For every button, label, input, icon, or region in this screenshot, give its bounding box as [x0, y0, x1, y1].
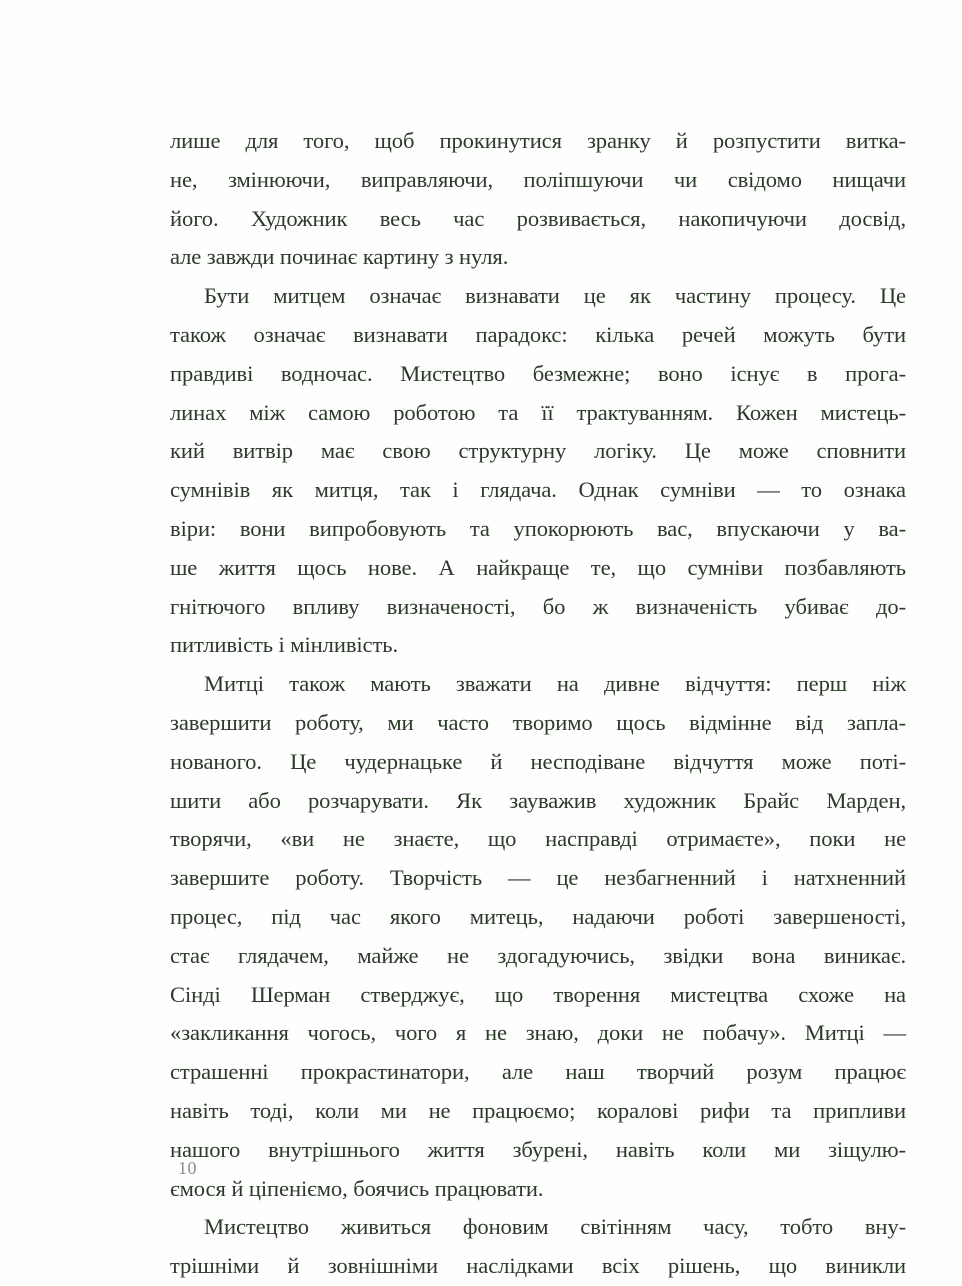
text-line: гнітючого впливу визначеності, бо ж визначеність убиває до-	[170, 593, 906, 619]
text-line: «закликання чогось, чого я не знаю, доки не побачу». Митці —	[170, 1020, 906, 1046]
text-line: трішніми й зовнішніми наслідками всіх рішень, що виникли	[170, 1253, 906, 1279]
text-line: не, змінюючи, виправляючи, поліпшуючи чи свідомо нищачи	[170, 166, 906, 192]
text-line: Сінді Шерман стверджує, що творення мистецтва схоже на	[170, 981, 906, 1007]
text-line: його. Художник весь час розвивається, накопичуючи досвід,	[170, 205, 906, 231]
text-line: ше життя щось нове. А найкраще те, що сумніви позбавляють	[170, 554, 906, 580]
text-line: ємося й ціпеніємо, боячись працювати.	[170, 1175, 544, 1201]
text-line: сумнівів як митця, так і глядача. Однак сумніви — то ознака	[170, 477, 906, 503]
text-line: линах між самою роботою та її трактуванням. Кожен мистець-	[170, 399, 906, 425]
text-line: творячи, «ви не знаєте, що насправді отримаєте», поки не	[170, 826, 906, 852]
text-line: лише для того, щоб прокинутися зранку й розпустити витка-	[170, 128, 906, 153]
text-line: завершити роботу, ми часто творимо щось відмінне від запла-	[170, 709, 906, 735]
text-line: нашого внутрішнього життя збурені, навіть коли ми зіщулю-	[170, 1136, 906, 1162]
body-text	[170, 122, 906, 1286]
text-line: стає глядачем, майже не здогадуючись, звідки вона виникає.	[170, 942, 906, 968]
text-line: Мистецтво живиться фоновим світінням часу, тобто вну-	[204, 1214, 906, 1240]
text-line: правдиві водночас. Мистецтво безмежне; воно існує в прога-	[170, 360, 906, 386]
text-line: завершите роботу. Творчість — це незбагненний і натхненний	[170, 865, 906, 891]
text-line: кий витвір має свою структурну логіку. Це може сповнити	[170, 438, 906, 464]
text-line: страшенні прокрастинатори, але наш творчий розум працює	[170, 1059, 906, 1085]
text-line: але завжди починає картину з нуля.	[170, 244, 509, 270]
text-line: процес, під час якого митець, надаючи роботі завершеності,	[170, 903, 906, 929]
text-line: питливість і мінливість.	[170, 632, 399, 658]
text-line: Митці також мають зважати на дивне відчуття: перш ніж	[204, 671, 906, 697]
text-line: навіть тоді, коли ми не працюємо; коралові рифи та припливи	[170, 1097, 906, 1123]
text-line: нованого. Це чудернацьке й несподіване відчуття може поті-	[170, 748, 906, 774]
page-number: 10	[178, 1158, 197, 1178]
text-line: Бути митцем означає визнавати це як частину процесу. Це	[204, 283, 906, 309]
text-line: також означає визнавати парадокс: кілька речей можуть бути	[170, 321, 906, 347]
text-line: віри: вони випробовують та упокорюють вас, впускаючи у ва-	[170, 515, 906, 541]
text-line: шити або розчарувати. Як зауважив художник Брайс Марден,	[170, 787, 906, 813]
